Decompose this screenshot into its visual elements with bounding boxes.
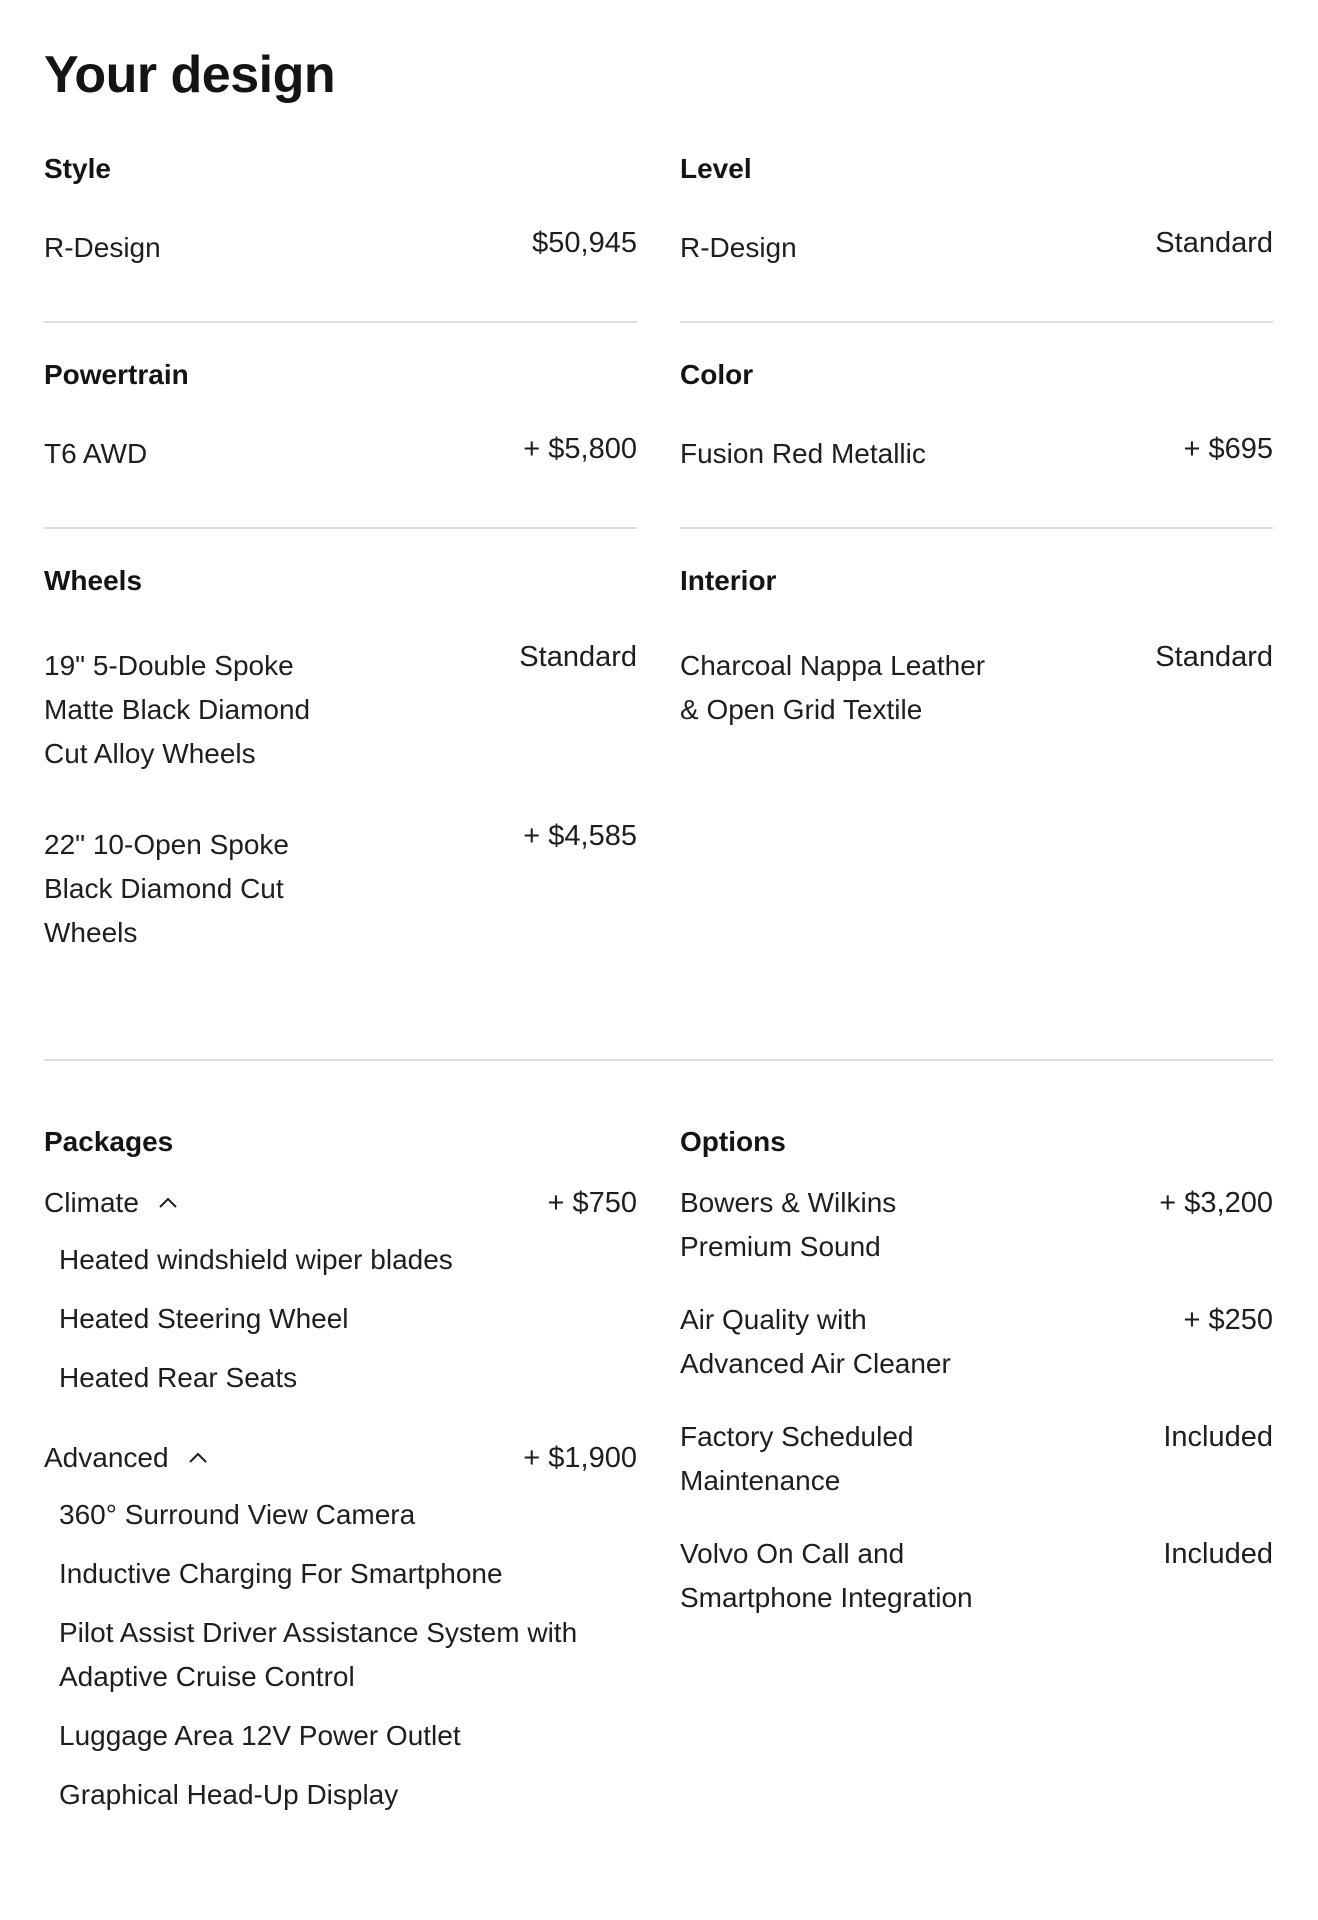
option-name: [680, 1298, 951, 1386]
options-heading: Options: [680, 1126, 786, 1157]
level-row: [680, 226, 1273, 270]
color-row: [680, 432, 1273, 476]
wheel-name-line: Cut Alloy Wheels: [44, 738, 256, 769]
level-name: R-Design: [680, 232, 797, 263]
color-price: + $695: [1183, 433, 1273, 465]
option-name-line: Advanced Air Cleaner: [680, 1348, 951, 1379]
option-name-line: Smartphone Integration: [680, 1582, 973, 1613]
style-row: [44, 226, 637, 270]
package-feature: Heated Rear Seats: [59, 1362, 298, 1393]
option-price: Included: [1163, 1538, 1273, 1570]
option-name: [680, 1181, 896, 1269]
color-name: Fusion Red Metallic: [680, 438, 926, 469]
package-name: Climate: [44, 1187, 139, 1218]
style-price: $50,945: [532, 227, 637, 259]
color-section: [680, 358, 1273, 392]
package-feature: Adaptive Cruise Control: [59, 1661, 355, 1692]
interior-section: [680, 564, 1273, 598]
wheel-name-line: Matte Black Diamond: [44, 694, 311, 725]
divider: [44, 321, 637, 323]
package-price: + $1,900: [523, 1442, 637, 1474]
package-advanced-features: [59, 1493, 637, 1817]
wheel-name-line: 19" 5-Double Spoke: [44, 650, 294, 681]
package-feature: Heated Steering Wheel: [59, 1303, 349, 1334]
wheel-option-price: + $4,585: [523, 820, 637, 852]
section-divider: [44, 1059, 1273, 1061]
option-item: [680, 1415, 1273, 1503]
option-price: Included: [1163, 1421, 1273, 1453]
package-feature: Luggage Area 12V Power Outlet: [59, 1720, 461, 1751]
interior-row: [680, 641, 1273, 732]
option-price: + $3,200: [1159, 1187, 1273, 1219]
wheel-option: [44, 641, 637, 776]
powertrain-heading: Powertrain: [44, 359, 189, 390]
packages-heading: Packages: [44, 1126, 174, 1157]
interior-price: Standard: [1155, 641, 1273, 673]
option-name: [680, 1415, 913, 1503]
powertrain-price: + $5,800: [523, 433, 637, 465]
wheel-name-line: Wheels: [44, 917, 138, 948]
package-climate-features: [59, 1238, 637, 1400]
package-climate: [44, 1183, 637, 1223]
interior-name-line: & Open Grid Textile: [680, 694, 923, 725]
interior-name-line: Charcoal Nappa Leather: [680, 650, 986, 681]
package-feature: Graphical Head-Up Display: [59, 1779, 399, 1810]
chevron-up-icon: [157, 1196, 179, 1210]
option-name-line: Bowers & Wilkins: [680, 1187, 897, 1218]
wheel-option: [44, 820, 637, 955]
package-feature: 360° Surround View Camera: [59, 1499, 416, 1530]
option-name-line: Premium Sound: [680, 1231, 881, 1262]
option-name-line: Factory Scheduled: [680, 1421, 914, 1452]
wheel-name-line: Black Diamond Cut: [44, 873, 284, 904]
powertrain-name: T6 AWD: [44, 438, 148, 469]
wheel-name-line: 22" 10-Open Spoke: [44, 829, 289, 860]
powertrain-section: [44, 358, 637, 392]
option-price: + $250: [1183, 1304, 1273, 1336]
level-price: Standard: [1155, 227, 1273, 259]
divider: [680, 527, 1273, 529]
style-heading: Style: [44, 153, 111, 184]
wheel-option-name: [44, 644, 310, 776]
package-climate-toggle[interactable]: [44, 1183, 179, 1223]
package-name: Advanced: [44, 1442, 169, 1473]
wheel-option-name: [44, 823, 289, 955]
option-item: [680, 1181, 1273, 1269]
package-price: + $750: [547, 1187, 637, 1219]
divider: [680, 321, 1273, 323]
level-heading: Level: [680, 153, 752, 184]
divider: [44, 527, 637, 529]
level-section: [680, 152, 1273, 186]
chevron-up-icon: [187, 1451, 209, 1465]
interior-heading: Interior: [680, 565, 777, 596]
option-item: [680, 1532, 1273, 1620]
package-feature: Heated windshield wiper blades: [59, 1244, 453, 1275]
package-feature: Inductive Charging For Smartphone: [59, 1558, 503, 1589]
option-item: [680, 1298, 1273, 1386]
wheels-section: [44, 564, 637, 598]
option-name-line: Air Quality with: [680, 1304, 867, 1335]
page-title: Your design: [44, 46, 336, 104]
interior-name: [680, 644, 985, 732]
style-name: R-Design: [44, 232, 161, 263]
options-section: [680, 1125, 1273, 1159]
option-name-line: Maintenance: [680, 1465, 841, 1496]
package-advanced: [44, 1438, 637, 1478]
powertrain-row: [44, 432, 637, 476]
option-name: [680, 1532, 973, 1620]
option-name-line: Volvo On Call and: [680, 1538, 905, 1569]
package-advanced-toggle[interactable]: [44, 1438, 209, 1478]
packages-section: [44, 1125, 637, 1159]
style-section: [44, 152, 637, 186]
wheels-heading: Wheels: [44, 565, 143, 596]
package-feature: Pilot Assist Driver Assistance System with: [59, 1617, 578, 1648]
wheel-option-price: Standard: [519, 641, 637, 673]
color-heading: Color: [680, 359, 754, 390]
